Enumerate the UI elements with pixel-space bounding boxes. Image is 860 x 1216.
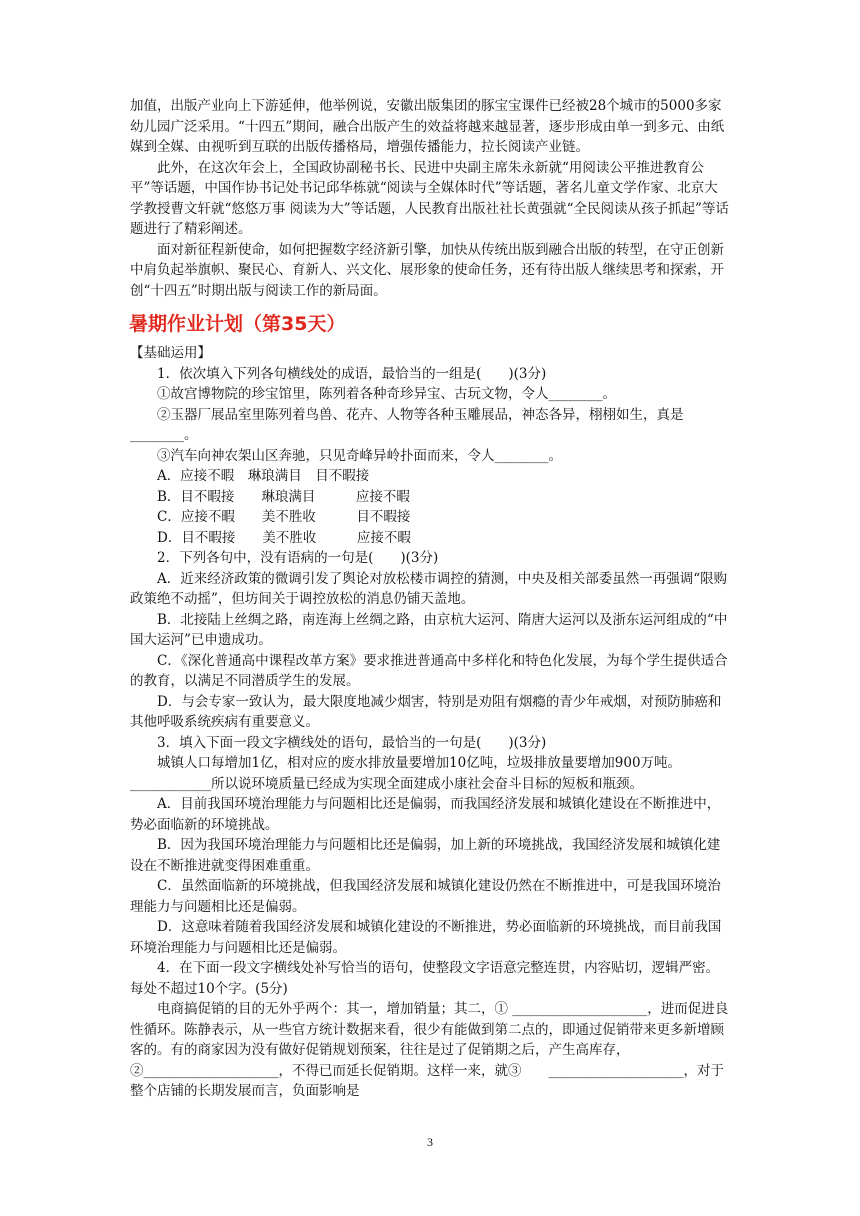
question-3-passage: 城镇人口每增加1亿，相对应的废水排放量要增加10亿吨，垃圾排放量要增加900万吨。____________所以说环境质量已经成为实现全面建成小康社会奋斗目标的短板和瓶颈。 bbox=[130, 755, 682, 792]
page-number: 3 bbox=[427, 1135, 433, 1149]
section-header: 【基础运用】 bbox=[130, 345, 211, 361]
question-2-option-c: C．《深化普通高中课程改革方案》要求推进普通高中多样化和特色化发展，为每个学生提供适合的教育，以满足不同潜质学生的发展。 bbox=[130, 652, 728, 689]
question-2-option-a: A．近来经济政策的微调引发了舆论对放松楼市调控的猜测，中央及相关部委虽然一再强调“限购政策绝不动摇”，但坊间关于调控放松的消息仍铺天盖地。 bbox=[130, 570, 728, 607]
question-1-sentence: ②玉器厂展品室里陈列着鸟兽、花卉、人物等各种玉雕展品，神态各异，栩栩如生，真是________。 bbox=[130, 406, 684, 443]
question-3-stem: 3．填入下面一段文字横线处的语句，最恰当的一句是( )(3分) bbox=[157, 734, 547, 751]
question-3-option-c: C．虽然面临新的环境挑战，但我国经济发展和城镇化建设仍然在不断推进中，可是我国环境治理能力与问题相比还是偏弱。 bbox=[130, 878, 721, 915]
plan-title: 暑期作业计划（第35天） bbox=[129, 313, 346, 335]
paragraph: 面对新征程新使命，如何把握数字经济新引擎，加快从传统出版到融合出版的转型，在守正创新中肩负起举旗帜、聚民心、育新人、兴文化、展形象的使命任务，还有待出版人继续思考和探索，开创“十四五”时期出版与阅读工作的新局面。 bbox=[130, 241, 724, 299]
question-4-stem: 4．在下面一段文字横线处补写恰当的语句，使整段文字语意完整连贯，内容贴切，逻辑严密。每处不超过10个字。(5分) bbox=[130, 960, 720, 997]
question-1-sentence: ③汽车向神农架山区奔驰，只见奇峰异岭扑面而来，令人________。 bbox=[157, 447, 562, 464]
question-1-option-b: B．目不暇接 琳琅满目 应接不暇 bbox=[157, 488, 410, 505]
paragraph: 此外，在这次年会上，全国政协副秘书长、民进中央副主席朱永新就“用阅读公平推进教育公平”等话题，中国作协书记处书记邱华栋就“阅读与全媒体时代”等话题，著名儿童文学作家、北京大学教授曹文轩就“悠悠万事 阅读为大”等话题，人民教育出版社社长黄强就“全民阅读从孩子抓起”等话题进行了精彩阐述。 bbox=[130, 159, 729, 237]
question-1-option-a: A．应接不暇 琳琅满目 目不暇接 bbox=[157, 468, 370, 484]
question-3-option-b: B．因为我国环境治理能力与问题相比还是偏弱，加上新的环境挑战，我国经济发展和城镇化建设在不断推进就变得困难重重。 bbox=[130, 837, 721, 874]
question-2-option-b: B．北接陆上丝绸之路，南连海上丝绸之路，由京杭大运河、隋唐大运河以及浙东运河组成的“中国大运河”已申遗成功。 bbox=[130, 611, 728, 648]
question-2-option-d: D．与会专家一致认为，最大限度地减少烟害，特别是劝阻有烟瘾的青少年戒烟，对预防肺癌和其他呼吸系统疾病有重要意义。 bbox=[130, 693, 722, 730]
question-1-option-c: C．应接不暇 美不胜收 目不暇接 bbox=[157, 509, 411, 525]
question-4-passage: 电商搞促销的目的无外乎两个：其一，增加销量；其二，① ____________________，进而促进良性循环。陈静表示，从一些官方统计数据来看，很少有能做到第二点的，即通过促销带来更多新增顾客的。有的商家因为没有做好促销规划预案，往往是过了促销期之后，产生高库存，②____________________，不得已而延长促销期。这样一来，就③ ____________________，对于整个店铺的长期发展而言，负面影响是 bbox=[130, 1001, 729, 1099]
question-2-stem: 2．下列各句中，没有语病的一句是( )(3分) bbox=[157, 550, 439, 566]
question-1-stem: 1．依次填入下列各句横线处的成语，最恰当的一组是( )(3分) bbox=[157, 365, 547, 382]
question-1-option-d: D．目不暇接 美不胜收 应接不暇 bbox=[157, 529, 411, 546]
question-1-sentence: ①故宫博物院的珍宝馆里，陈列着各种奇珍异宝、古玩文物，令人________。 bbox=[157, 386, 616, 402]
document-page bbox=[130, 96, 731, 1102]
question-3-option-a: A．目前我国环境治理能力与问题相比还是偏弱，而我国经济发展和城镇化建设在不断推进中，势必面临新的环境挑战。 bbox=[130, 796, 721, 833]
question-3-option-d: D．这意味着随着我国经济发展和城镇化建设的不断推进，势必面临新的环境挑战，而目前我国环境治理能力与问题相比还是偏弱。 bbox=[130, 919, 722, 956]
paragraph: 加值，出版产业向上下游延伸，他举例说，安徽出版集团的豚宝宝课件已经被28个城市的5000多家幼儿园广泛采用。“十四五”期间，融合出版产生的效益将越来越显著，逐步形成由单一到多元、由纸媒到全媒、由视听到互联的出版传播格局，增强传播能力，拉长阅读产业链。 bbox=[130, 98, 725, 155]
